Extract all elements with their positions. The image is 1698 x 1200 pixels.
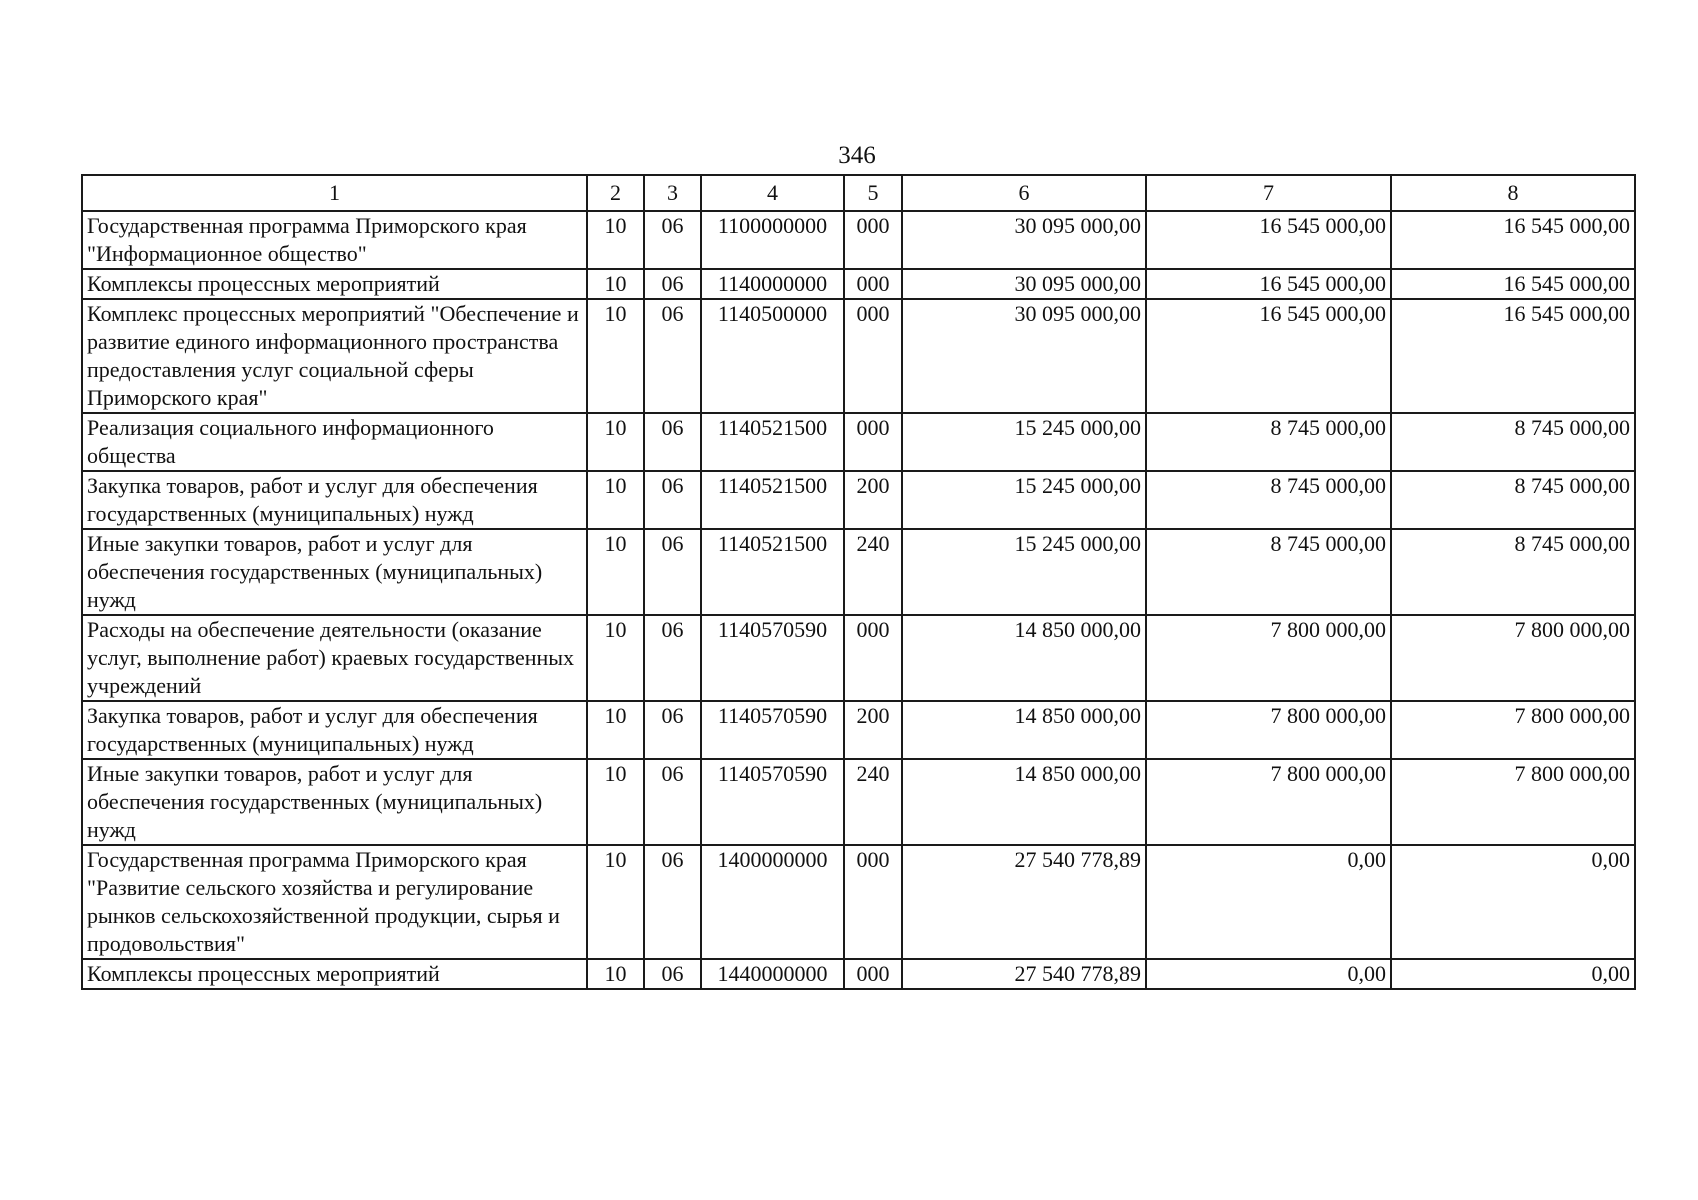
row-subsection: 06 bbox=[644, 413, 701, 471]
header-col-5: 5 bbox=[844, 175, 902, 211]
row-expense-type: 240 bbox=[844, 759, 902, 845]
row-amount-col8: 16 545 000,00 bbox=[1391, 299, 1635, 413]
row-amount-col6: 14 850 000,00 bbox=[902, 759, 1146, 845]
table-row bbox=[82, 845, 1635, 959]
row-section: 10 bbox=[587, 701, 644, 759]
row-amount-col6: 14 850 000,00 bbox=[902, 615, 1146, 701]
row-name: Реализация социального информационного общества bbox=[82, 413, 587, 471]
row-name: Иные закупки товаров, работ и услуг для обеспечения государственных (муниципальных) нужд bbox=[82, 529, 587, 615]
row-amount-col7: 8 745 000,00 bbox=[1146, 413, 1391, 471]
row-expense-type: 000 bbox=[844, 845, 902, 959]
row-amount-col6: 30 095 000,00 bbox=[902, 269, 1146, 299]
row-expense-type: 200 bbox=[844, 701, 902, 759]
row-name: Комплексы процессных мероприятий bbox=[82, 959, 587, 989]
row-target-code: 1140570590 bbox=[701, 701, 844, 759]
header-col-3: 3 bbox=[644, 175, 701, 211]
row-subsection: 06 bbox=[644, 299, 701, 413]
row-amount-col7: 7 800 000,00 bbox=[1146, 615, 1391, 701]
table-row bbox=[82, 413, 1635, 471]
row-section: 10 bbox=[587, 759, 644, 845]
row-amount-col7: 8 745 000,00 bbox=[1146, 529, 1391, 615]
table-row bbox=[82, 529, 1635, 615]
header-col-2: 2 bbox=[587, 175, 644, 211]
row-amount-col7: 0,00 bbox=[1146, 845, 1391, 959]
row-subsection: 06 bbox=[644, 269, 701, 299]
row-target-code: 1140521500 bbox=[701, 471, 844, 529]
header-col-7: 7 bbox=[1146, 175, 1391, 211]
row-expense-type: 000 bbox=[844, 299, 902, 413]
row-amount-col6: 15 245 000,00 bbox=[902, 529, 1146, 615]
row-target-code: 1400000000 bbox=[701, 845, 844, 959]
row-target-code: 1140000000 bbox=[701, 269, 844, 299]
table-row bbox=[82, 299, 1635, 413]
row-amount-col8: 8 745 000,00 bbox=[1391, 529, 1635, 615]
row-amount-col7: 7 800 000,00 bbox=[1146, 701, 1391, 759]
row-expense-type: 000 bbox=[844, 413, 902, 471]
row-section: 10 bbox=[587, 471, 644, 529]
row-target-code: 1140570590 bbox=[701, 615, 844, 701]
row-section: 10 bbox=[587, 615, 644, 701]
row-amount-col6: 27 540 778,89 bbox=[902, 845, 1146, 959]
row-subsection: 06 bbox=[644, 845, 701, 959]
budget-table bbox=[81, 174, 1636, 990]
row-amount-col8: 0,00 bbox=[1391, 959, 1635, 989]
table-row bbox=[82, 615, 1635, 701]
row-name: Государственная программа Приморского края "Развитие сельского хозяйства и регулирование рынков сельскохозяйственной продукции, сырья и продовольствия" bbox=[82, 845, 587, 959]
header-col-4: 4 bbox=[701, 175, 844, 211]
row-amount-col7: 0,00 bbox=[1146, 959, 1391, 989]
row-amount-col6: 30 095 000,00 bbox=[902, 299, 1146, 413]
row-expense-type: 000 bbox=[844, 615, 902, 701]
header-col-8: 8 bbox=[1391, 175, 1635, 211]
row-target-code: 1140521500 bbox=[701, 413, 844, 471]
row-name: Закупка товаров, работ и услуг для обеспечения государственных (муниципальных) нужд bbox=[82, 471, 587, 529]
table-row bbox=[82, 759, 1635, 845]
row-amount-col7: 8 745 000,00 bbox=[1146, 471, 1391, 529]
row-amount-col6: 15 245 000,00 bbox=[902, 471, 1146, 529]
row-section: 10 bbox=[587, 299, 644, 413]
row-section: 10 bbox=[587, 269, 644, 299]
row-section: 10 bbox=[587, 529, 644, 615]
row-subsection: 06 bbox=[644, 471, 701, 529]
row-expense-type: 000 bbox=[844, 959, 902, 989]
table-row bbox=[82, 269, 1635, 299]
row-amount-col7: 16 545 000,00 bbox=[1146, 299, 1391, 413]
table-row bbox=[82, 959, 1635, 989]
row-amount-col8: 8 745 000,00 bbox=[1391, 471, 1635, 529]
row-subsection: 06 bbox=[644, 959, 701, 989]
row-section: 10 bbox=[587, 413, 644, 471]
row-name: Комплекс процессных мероприятий "Обеспечение и развитие единого информационного пространства предоставления услуг социальной сферы Приморского края" bbox=[82, 299, 587, 413]
row-amount-col8: 7 800 000,00 bbox=[1391, 701, 1635, 759]
row-amount-col8: 7 800 000,00 bbox=[1391, 615, 1635, 701]
row-name: Государственная программа Приморского края "Информационное общество" bbox=[82, 211, 587, 269]
header-row bbox=[82, 175, 1635, 211]
row-subsection: 06 bbox=[644, 759, 701, 845]
row-amount-col7: 16 545 000,00 bbox=[1146, 269, 1391, 299]
row-section: 10 bbox=[587, 959, 644, 989]
row-target-code: 1140570590 bbox=[701, 759, 844, 845]
row-section: 10 bbox=[587, 845, 644, 959]
row-target-code: 1100000000 bbox=[701, 211, 844, 269]
row-expense-type: 200 bbox=[844, 471, 902, 529]
row-amount-col7: 16 545 000,00 bbox=[1146, 211, 1391, 269]
row-name: Расходы на обеспечение деятельности (оказание услуг, выполнение работ) краевых государственных учреждений bbox=[82, 615, 587, 701]
header-col-6: 6 bbox=[902, 175, 1146, 211]
row-name: Иные закупки товаров, работ и услуг для обеспечения государственных (муниципальных) нужд bbox=[82, 759, 587, 845]
row-subsection: 06 bbox=[644, 211, 701, 269]
row-name: Закупка товаров, работ и услуг для обеспечения государственных (муниципальных) нужд bbox=[82, 701, 587, 759]
row-expense-type: 000 bbox=[844, 211, 902, 269]
row-amount-col6: 14 850 000,00 bbox=[902, 701, 1146, 759]
row-amount-col6: 30 095 000,00 bbox=[902, 211, 1146, 269]
table-row bbox=[82, 471, 1635, 529]
row-expense-type: 000 bbox=[844, 269, 902, 299]
row-expense-type: 240 bbox=[844, 529, 902, 615]
row-subsection: 06 bbox=[644, 701, 701, 759]
row-name: Комплексы процессных мероприятий bbox=[82, 269, 587, 299]
row-amount-col8: 16 545 000,00 bbox=[1391, 269, 1635, 299]
header-col-1: 1 bbox=[82, 175, 587, 211]
row-amount-col8: 7 800 000,00 bbox=[1391, 759, 1635, 845]
row-amount-col8: 16 545 000,00 bbox=[1391, 211, 1635, 269]
row-subsection: 06 bbox=[644, 615, 701, 701]
table-row bbox=[82, 211, 1635, 269]
row-amount-col6: 27 540 778,89 bbox=[902, 959, 1146, 989]
row-subsection: 06 bbox=[644, 529, 701, 615]
row-amount-col8: 0,00 bbox=[1391, 845, 1635, 959]
row-target-code: 1440000000 bbox=[701, 959, 844, 989]
table-row bbox=[82, 701, 1635, 759]
row-amount-col8: 8 745 000,00 bbox=[1391, 413, 1635, 471]
row-target-code: 1140500000 bbox=[701, 299, 844, 413]
row-section: 10 bbox=[587, 211, 644, 269]
row-amount-col6: 15 245 000,00 bbox=[902, 413, 1146, 471]
row-target-code: 1140521500 bbox=[701, 529, 844, 615]
page-number: 346 bbox=[838, 142, 876, 169]
row-amount-col7: 7 800 000,00 bbox=[1146, 759, 1391, 845]
